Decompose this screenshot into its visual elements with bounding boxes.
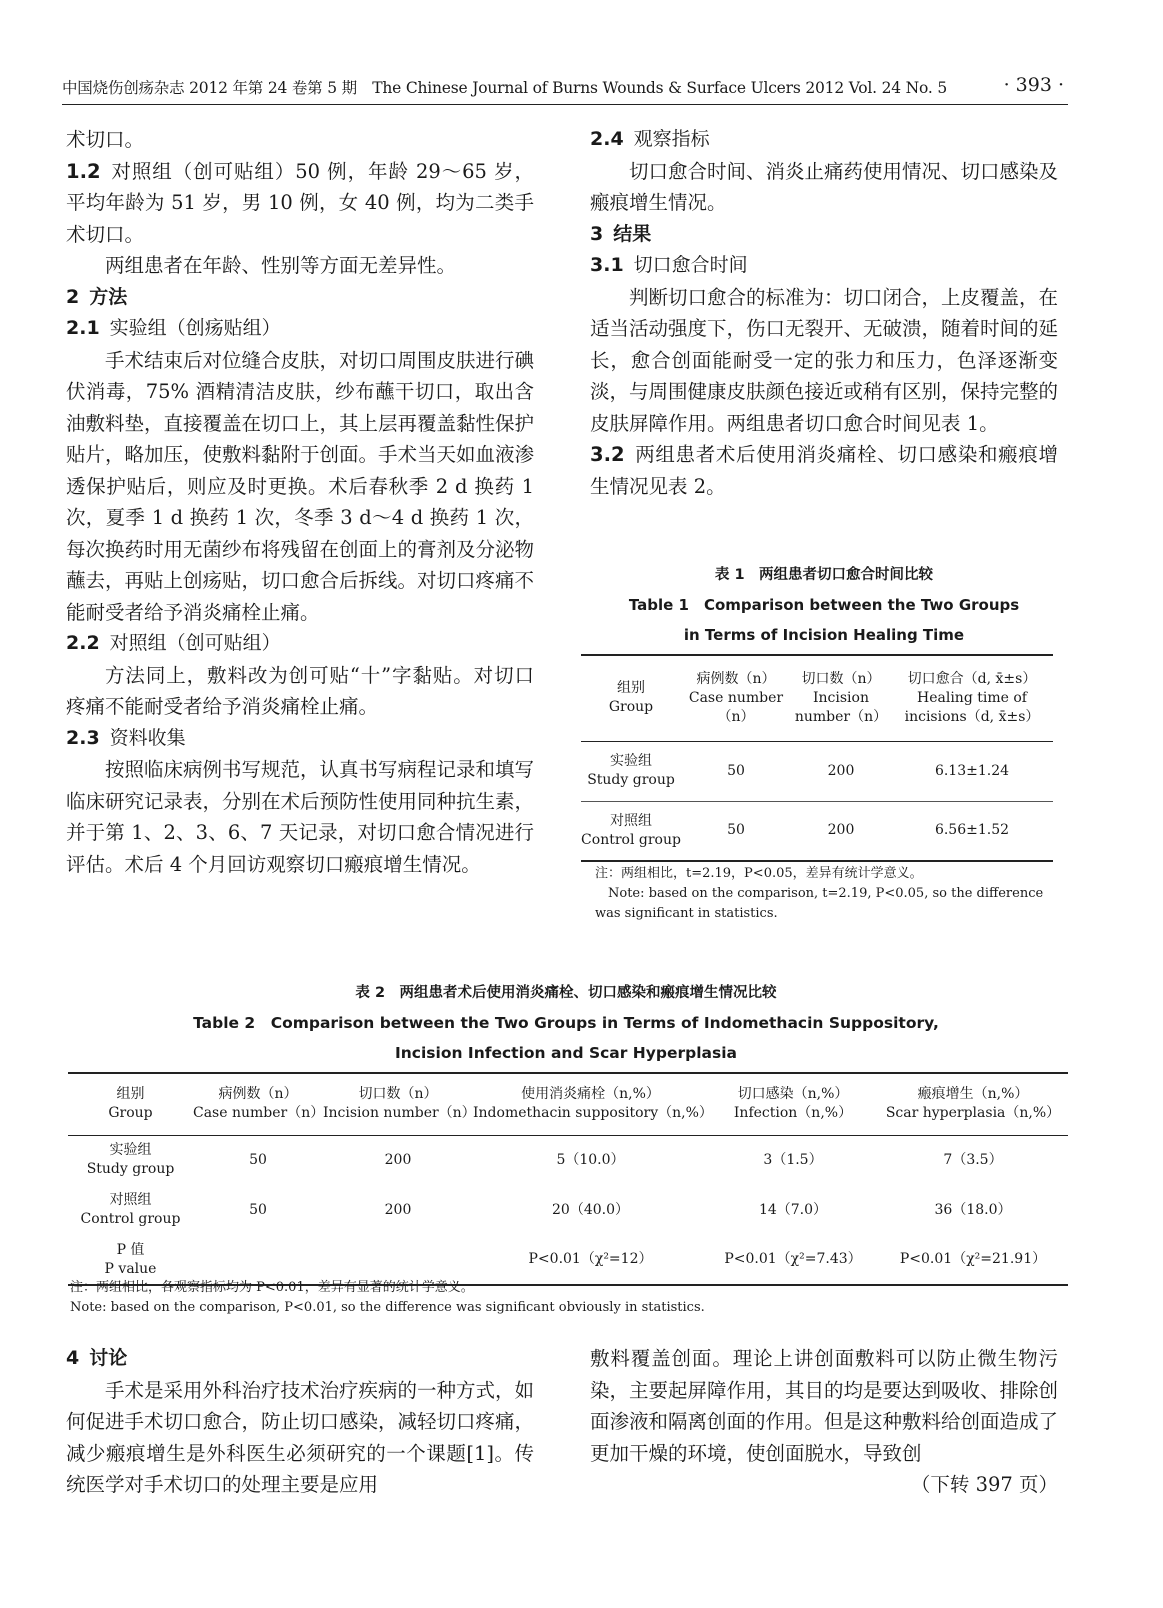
scar-cell: P<0.01（χ²=21.91） [899,1251,1047,1267]
cases-cell: 50 [249,1151,267,1168]
discussion-right [590,1343,1058,1501]
group-cell: 实验组 Study group [587,753,675,788]
header-cell: 切口数（n） Incision number（n） [323,1086,476,1122]
healing-cell: 6.56±1.52 [934,822,1010,839]
section-number: 2.1 [66,317,100,339]
section-number: 2.2 [66,632,100,654]
section-heading-3 [590,219,1058,251]
scar-cell: 7（3.5） [943,1151,1003,1168]
section-title: 实验组（创疡贴组） [109,317,281,339]
section-number: 3 [590,222,604,245]
section-number: 3.1 [590,254,624,276]
table2-caption [66,978,1066,1068]
paragraph: 判断切口愈合的标准为：切口闭合，上皮覆盖，在适当活动强度下，伤口无裂开、无破溃，随着时间的延长，愈合创面能耐受一定的张力和压力，色泽逐渐变淡，与周围健康皮肤颜色接近或稍有区别，保持完整的皮肤屏障作用。两组患者切口愈合时间见表 1。 [590,285,1059,435]
section-number: 2 [66,285,80,308]
paragraph: 手术结束后对位缝合皮肤，对切口周围皮肤进行碘伏消毒，75% 酒精清洁皮肤，纱布蘸干切口，取出含油敷料垫，直接覆盖在切口上，其上层再覆盖黏性保护贴片，略加压，使敷料黏附于创面。手术当天如血液渗透保护贴后，则应及时更换。术后春秋季 2 d 换药 1 次，夏季 1 d 换药 1 次，冬季 3 d～4 d 换药 1 次，每次换药时用无菌纱布将残留在创面上的膏剂及分泌物蘸去，再贴上创疡贴，切口愈合后拆线。对切口疼痛不能耐受者给予消炎痛栓止痛。 [66,348,535,624]
section-text: 两组患者术后使用消炎痛栓、切口感染和瘢痕增生情况见表 2。 [590,443,1058,498]
section-title: 对照组（创可贴组） [109,632,281,654]
table-row [581,801,1053,861]
discussion-left [66,1343,534,1501]
paragraph: 术切口。 [66,128,145,151]
section-1-2 [66,156,534,251]
paragraph: 按照临床病例书写规范，认真书写病程记录和填写临床研究记录表，分别在术后预防性使用同种抗生素，并于第 1、2、3、6、7 天记录，对切口愈合情况进行评估。术后 4 个月回访观察切口瘢痕增生情况。 [66,758,535,876]
section-title: 讨论 [89,1347,128,1369]
table-header-row [581,655,1053,741]
table2-caption-cn: 表 2 两组患者术后使用消炎痛栓、切口感染和瘢痕增生情况比较 [355,985,777,1001]
table1-note [595,864,1051,924]
continued-note: （下转 397 页） [910,1473,1058,1496]
group-cell: 对照组 Control group [581,812,681,848]
table2-caption-en1: Table 2 Comparison between the Two Groups in Terms of Indomethacin Suppository, [193,1014,939,1032]
table2-caption-en2: Incision Infection and Scar Hyperplasia [395,1044,737,1062]
table2-note-cn: 注：两组相比，各观察指标均为 P<0.01，差异有显著的统计学意义。 [70,1280,474,1295]
section-heading-2-2 [66,628,534,660]
group-cell: P 值 P value [104,1241,157,1277]
table-header-row [68,1073,1068,1135]
indomethacin-cell: 20（40.0） [552,1201,629,1218]
table2-note [70,1278,1060,1318]
cases-cell: 50 [249,1201,267,1218]
header-cell: 病例数（n） Case number（n） [193,1086,325,1122]
section-number: 3.2 [590,443,625,466]
incisions-cell: 200 [384,1201,412,1218]
paragraph: 两组患者在年龄、性别等方面无差异性。 [105,254,457,277]
header-cell: 切口数（n） Incision number（n） [794,670,888,725]
running-header [62,74,1068,105]
paragraph: 手术是采用外科治疗技术治疗疾病的一种方式，如何促进手术切口愈合，防止切口感染，减轻切口疼痛，减少瘢痕增生是外科医生必须研究的一个课题[1]。传统医学对手术切口的处理主要是应用 [66,1378,535,1496]
header-cell: 组别 Group [108,1086,153,1122]
cases-cell: 50 [727,822,745,839]
table-row [581,741,1053,801]
indomethacin-cell: 5（10.0） [556,1151,625,1168]
indomethacin-cell: P<0.01（χ²=12） [528,1251,653,1267]
section-number: 2.3 [66,726,100,749]
section-heading-2-1 [66,313,534,345]
section-number: 2.4 [590,128,624,150]
incisions-cell: 200 [827,822,855,839]
header-cell: 切口愈合（d, x̄±s） Healing time of incisions（d, x̄±s） [904,670,1040,725]
table1 [581,654,1053,862]
section-title: 观察指标 [633,128,710,150]
cases-cell: 50 [727,762,745,779]
group-cell: 实验组 Study group [86,1142,175,1178]
table1-caption-en2: in Terms of Incision Healing Time [683,626,965,644]
table2-note-en: Note: based on the comparison, P<0.01, so the difference was significant obviously in statistics. [70,1300,705,1315]
paragraph: 敷料覆盖创面。理论上讲创面敷料可以防止微生物污染，主要起屏障作用，其目的均是要达到吸收、排除创面渗液和隔离创面的作用。但是这种敷料给创面造成了更加干燥的环境，使创面脱水，导致创 [590,1347,1059,1465]
section-heading-2-4 [590,124,1058,156]
header-cell: 使用消炎痛栓（n,%） Indomethacin suppository（n,%） [473,1086,713,1122]
table1-note-cn: 注：两组相比，t=2.19，P<0.05，差异有统计学意义。 [595,866,923,881]
section-3-2 [590,439,1058,502]
paragraph: 方法同上，敷料改为创可贴“十”字黏贴。对切口疼痛不能耐受者给予消炎痛栓止痛。 [66,663,534,718]
section-heading-2 [66,282,534,314]
section-number: 1.2 [66,159,101,183]
table2 [68,1072,1068,1286]
table1-note-en: Note: based on the comparison, t=2.19, P<0.05, so the difference was significant in statistics. [595,886,1044,921]
left-column [66,124,534,880]
infection-cell: 3（1.5） [763,1151,823,1168]
right-column [590,124,1058,502]
journal-citation: 中国烧伤创疡杂志 2012 年第 24 卷第 5 期 The Chinese Journal of Burns Wounds & Surface Ulcers 2012 Vol. 24 No. 5 [62,79,948,97]
section-title: 结果 [613,222,652,245]
section-title: 切口愈合时间 [633,254,748,276]
table1-caption-en1: Table 1 Comparison between the Two Groups [628,596,1020,614]
section-heading-4 [66,1343,534,1375]
page-number: · 393 · [1003,74,1064,96]
section-title: 方法 [89,285,128,308]
section-text: 对照组（创可贴组）50 例，年龄 29～65 岁，平均年龄为 51 岁，男 10 例，女 40 例，均为二类手术切口。 [66,159,534,246]
section-heading-3-1 [590,250,1058,282]
incisions-cell: 200 [384,1151,412,1168]
table-row [68,1135,1068,1185]
section-title: 资料收集 [109,726,186,749]
header-cell: 瘢痕增生（n,%） Scar hyperplasia（n,%） [885,1086,1061,1122]
scar-cell: 36（18.0） [934,1201,1012,1218]
section-heading-2-3 [66,723,534,755]
header-cell: 组别 Group [608,680,654,716]
header-cell: 病例数（n） Case number（n） [688,670,784,725]
table1-caption-cn: 表 1 两组患者切口愈合时间比较 [714,567,934,583]
infection-cell: 14（7.0） [758,1201,828,1218]
infection-cell: P<0.01（χ²=7.43） [724,1251,862,1267]
section-number: 4 [66,1347,80,1369]
header-cell: 切口感染（n,%） Infection（n,%） [733,1086,853,1122]
paragraph: 切口愈合时间、消炎止痛药使用情况、切口感染及瘢痕增生情况。 [590,159,1059,214]
healing-cell: 6.13±1.24 [934,762,1010,779]
table-row [68,1185,1068,1235]
group-cell: 对照组 Control group [80,1192,181,1227]
table1-caption [590,560,1058,650]
incisions-cell: 200 [827,762,855,779]
